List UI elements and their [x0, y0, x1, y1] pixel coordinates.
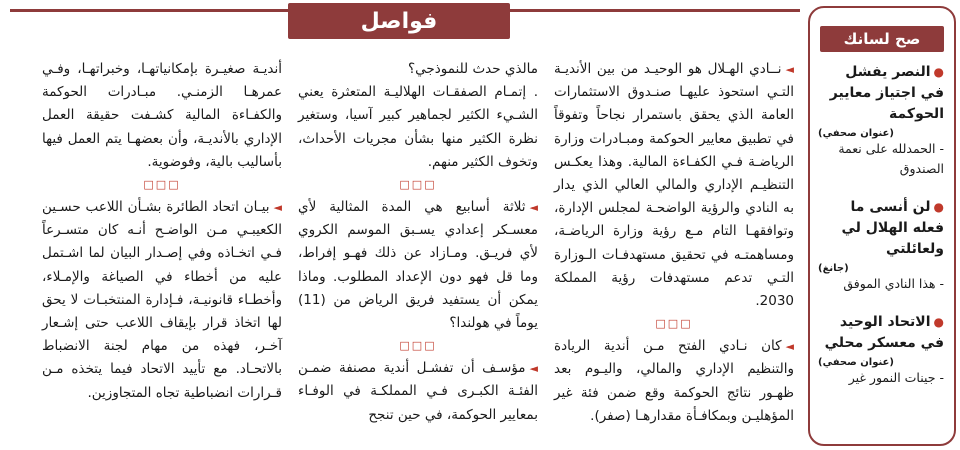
paragraph — [298, 196, 538, 335]
paragraph — [42, 196, 282, 405]
sidebar-source: (عنوان صحفي) — [818, 357, 894, 368]
column-2 — [290, 58, 546, 448]
paragraph-text: ثلاثة أسابيع هي المدة المثالية لأي معسـكر إعدادي يسـبق الموسم الكروي لأي فريـق. ومـازاد عن ذلك فهـو إفراط، وما قل فهو دون الإعداد المطلوب. وماذا يمكن أن يستفيد فريق الرياض من (11) يوماً في هولندا؟ — [298, 199, 538, 332]
section-separator: □□□ — [655, 317, 693, 331]
paragraph — [554, 58, 794, 313]
headline-text: لن أنسى ما فعله الهلال لي ولعائلتي — [841, 199, 944, 257]
triangle-bullet-icon: ◄ — [785, 63, 794, 76]
article-columns — [6, 58, 802, 448]
sidebar-comment: - الحمدلله على نعمة الصندوق — [838, 141, 944, 176]
paragraph: مالذي حدث للنموذجي؟ — [407, 61, 538, 77]
sidebar-headline — [818, 312, 944, 354]
triangle-bullet-icon: ◄ — [529, 362, 538, 376]
sidebar-item — [818, 197, 944, 294]
paragraph-text: نــادي الهـلال هو الوحيـد من بين الأنديـة التـي استحوذ عليهـا صنـدوق الاستثمارات العامة الذي يحقق باستمرار نجاحاً وتفوقاً في تطبيق معايير الحوكمة ومبـادرات وزارة الرياضـة فـي الكفـاءة المالية. وهذا يعكـس التنظيـم الإداري والمالي العالي الذي يدار به النادي والرؤية الواضحـة لمجلس الإدارة، وتوافقهـا التام مـع رؤية وزارة الرياضـة، ومساهمتـه في تحقيق مستهدفـات الـوزارة التـي تدعم مستهدفات رؤية المملكة 2030. — [554, 61, 794, 310]
section-separator: □□□ — [143, 178, 181, 192]
sidebar-headline — [818, 62, 944, 125]
sidebar-box — [808, 6, 956, 446]
triangle-bullet-icon: ◄ — [785, 340, 794, 354]
paragraph-text: بيـان اتحاد الطائرة بشـأن اللاعب حسـين الكعيبـي مـن الواضـح أنـه كان متسـرعاً فـي اتخـاذه وفي إصـدار البيان لما اشـتمل عليه من أخطاء في الصياغة والإمـلاء، وأخطـاء قانونيـة، فـإدارة المنتخبـات لا يحق لها اتخاذ قرار بإيقاف اللاعب حتى إشـعار آخـر، فهذه من مهام لجنة الانضباط بالاتحـاد. مع تأييد الاتحاد فيما يتخذه مـن قـرارات انضباطية تجاه المتجاوزين. — [42, 199, 282, 401]
headline-text: الاتحاد الوحيد في معسكر محلي — [824, 314, 944, 351]
sidebar-comment: - جينات النمور غير — [848, 370, 944, 385]
sidebar-item — [818, 62, 944, 179]
triangle-bullet-icon: ◄ — [273, 201, 282, 215]
headline-text: النصر يفشل في اجتياز معايير الحوكمة — [829, 64, 944, 122]
paragraph-text: كان نـادي الفتح مـن أندية الريادة والتنظيم الإداري والمالي، واليـوم بعد ظهـور نتائج الحوكمة وقع ضمن فئة غير المؤهليـن وبمكافـأة مقدارهـا (صفر). — [554, 338, 794, 424]
paragraph-text: مؤسـف أن تفشـل أندية مصنفة ضمـن الفئـة الكبـرى فـي المملكـة في الوفـاء بمعايير الحوكمة، في حين تنجح — [298, 360, 538, 423]
sidebar-item — [818, 312, 944, 388]
column-3 — [34, 58, 290, 448]
bullet-dot-icon: ● — [933, 200, 944, 214]
paragraph: أنديـة صغيـرة بإمكانياتهـا، وخبراتهـا، وفـي عمرهـا الزمنـي. مبـادرات الحوكمة والكفـاءة المالية كشـفت حقيقة العمل الإداري بالأنديـة، وأن بعضهـا يتم العمل فيها بأساليب بالية، وفوضوية. — [42, 61, 282, 170]
sidebar-comment: - هذا النادي الموفق — [843, 276, 944, 291]
sidebar-source: (عنوان صحفي) — [818, 128, 894, 139]
column-1 — [546, 58, 802, 448]
sidebar-source: (جانغ) — [818, 263, 849, 274]
section-separator: □□□ — [399, 178, 437, 192]
paragraph: . إتمـام الصفقـات الهلاليـة المتعثرة يعني الشـيء الكثير لجماهير كبير آسيا، وستغير نظرة الكثير منها بشأن مجريات الأحداث، وتخوف الكثير منهم. — [298, 84, 538, 170]
bullet-dot-icon: ● — [933, 315, 944, 329]
section-title: فواصل — [288, 3, 510, 39]
section-separator: □□□ — [399, 339, 437, 353]
bullet-dot-icon: ● — [933, 65, 944, 79]
sidebar-headline — [818, 197, 944, 260]
paragraph — [298, 357, 538, 427]
sidebar-title: صح لسانك — [820, 26, 944, 52]
paragraph — [554, 335, 794, 428]
triangle-bullet-icon: ◄ — [529, 201, 538, 215]
sidebar-items — [810, 52, 954, 388]
